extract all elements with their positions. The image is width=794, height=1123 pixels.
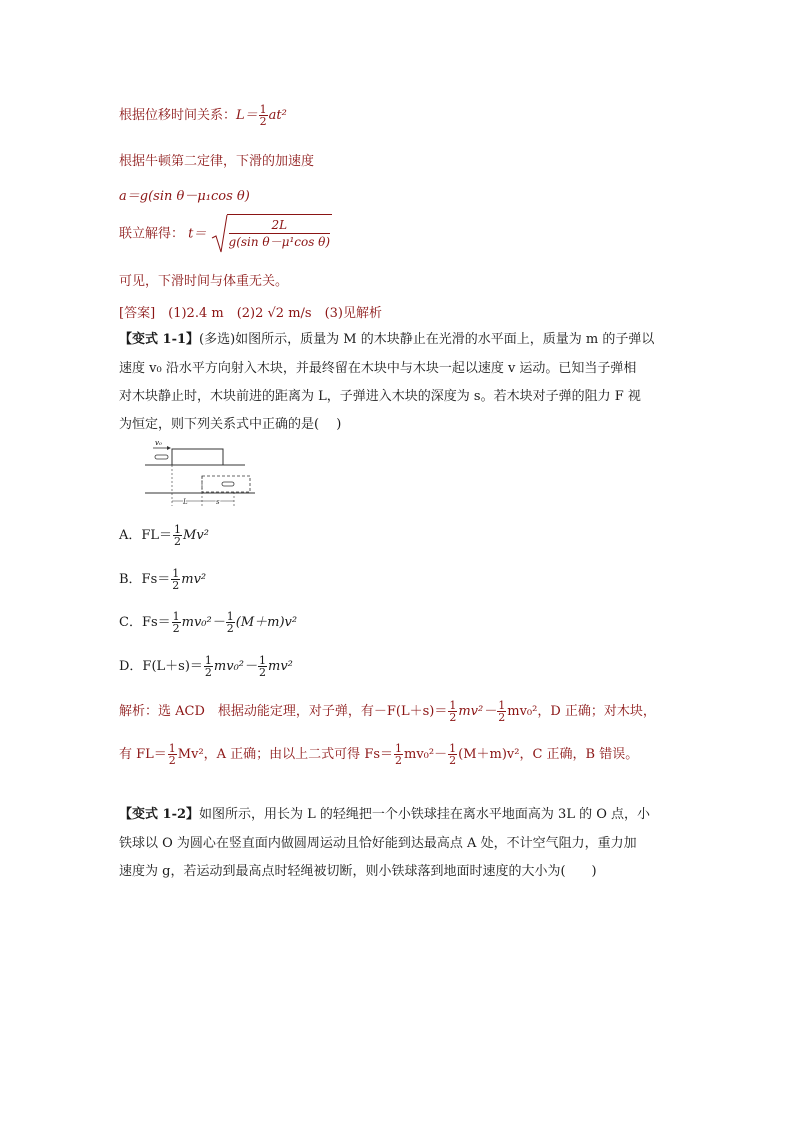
sol-label-solve: 联立解得： [119, 226, 185, 242]
analysis-line-1: 解析：选 ACD 根据动能定理，对子弹，有－F(L＋s)＝ $\frac{1}{2}$ mv²－ $\frac{1}{2}$ mv₀²，D 正确；对木块， [119, 699, 656, 724]
sol-line-5: 可见，下滑时间与体重无关。 [119, 274, 289, 289]
sqrt-sign-icon [211, 214, 229, 254]
option-a[interactable]: A．FL＝ $\frac{1}{2}$ Mv² [119, 523, 209, 548]
sol-line-4 [119, 214, 332, 254]
q1-line-4: 为恒定，则下列关系式中正确的是( ) [119, 417, 342, 432]
sqrt-denominator: g(sin θ－μ¹cos θ) [228, 235, 331, 249]
q2-line-2: 铁球以 O 为圆心在竖直面内做圆周运动且恰好能到达最高点 A 处，不计空气阻力，重力加 [119, 836, 637, 851]
q2-line-3: 速度为 g，若运动到最高点时轻绳被切断，则小铁球落到地面时速度的大小为( ) [119, 864, 597, 879]
formula-L: L＝ [236, 108, 258, 123]
q1-line-3: 对木块静止时，木块前进的距离为 L，子弹进入木块的深度为 s。若木块对子弹的阻力 F 视 [119, 389, 641, 404]
sqrt-expression [211, 214, 333, 250]
bullet-initial-icon [155, 455, 168, 459]
sqrt-numerator: 2L [229, 217, 331, 234]
fraction-half: $\frac{1}{2}$ [259, 103, 267, 128]
sol-line-2: 根据牛顿第二定律，下滑的加速度 [119, 154, 315, 169]
label-v0: v₀ [155, 439, 162, 447]
label-L: L [183, 498, 188, 506]
sol-line-3: a＝g(sin θ－μ₁cos θ) [119, 189, 250, 204]
label-s: s [216, 498, 220, 506]
bullet-final-icon [222, 482, 234, 486]
option-d[interactable]: D．F(L＋s)＝ $\frac{1}{2}$ mv₀²－ $\frac{1}{2}$ mv² [119, 654, 293, 679]
sol-label-displacement: 根据位移时间关系： [119, 108, 237, 123]
analysis-line-2: 有 FL＝ $\frac{1}{2}$ Mv²，A 正确；由以上二式可得 Fs＝ $\frac{1}{2}$ mv₀²－ $\frac{1}{2}$ (M＋m)v²，C 正确，B 错误。 [119, 742, 639, 767]
sol-line-1 [119, 104, 287, 127]
q2-line-1: 【变式 1-2】如图所示，用长为 L 的轻绳把一个小铁球挂在离水平地面高为 3L 的 O 点，小 [119, 807, 651, 822]
block-final [202, 476, 250, 492]
option-b[interactable]: B．Fs＝ $\frac{1}{2}$ mv² [119, 567, 207, 592]
formula-t: t＝ [188, 226, 207, 242]
formula-at2: at² [268, 108, 287, 123]
q1-line-1: 【变式 1-1】(多选)如图所示，质量为 M 的木块静止在光滑的水平面上，质量为 m 的子弹以 [119, 332, 655, 347]
block-initial [172, 449, 223, 465]
option-c[interactable]: C．Fs＝ $\frac{1}{2}$ mv₀²－ $\frac{1}{2}$ (M＋m)v² [119, 610, 298, 635]
q1-line-2: 速度 v₀ 沿水平方向射入木块，并最终留在木块中与木块一起以速度 v 运动。已知当子弹相 [119, 361, 637, 376]
bullet-block-figure [145, 436, 255, 514]
answer-line: [答案] (1)2.4 m (2)2 √2 m/s (3)见解析 [119, 306, 382, 321]
q2-tag: 【变式 1-2】 [119, 807, 200, 822]
q1-tag: 【变式 1-1】 [119, 332, 200, 347]
